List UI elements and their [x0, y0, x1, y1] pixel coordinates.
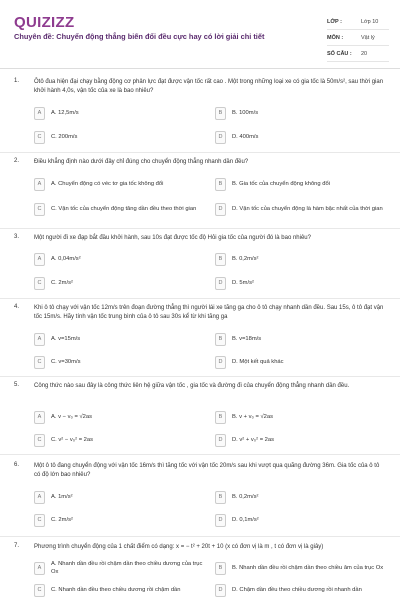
option-text: D. Chậm dần đều theo chiều dương rồi nhanh dần [232, 587, 362, 593]
option-d[interactable] [215, 579, 385, 600]
option-letter: B [215, 411, 226, 424]
option-d[interactable] [215, 272, 385, 294]
option-b[interactable] [215, 328, 385, 350]
meta-key: MÔN : [327, 34, 344, 41]
option-a[interactable] [34, 406, 204, 428]
option-letter: D [215, 514, 226, 527]
question-divider [0, 454, 400, 455]
option-text: C. Nhanh dần đều theo chiều dương rồi chậm dần [51, 587, 181, 593]
question-divider [0, 228, 400, 229]
option-letter: A [34, 562, 45, 575]
option-c[interactable] [34, 429, 204, 451]
option-d[interactable] [215, 509, 385, 531]
option-letter: C [34, 131, 45, 144]
worksheet-header [0, 0, 400, 70]
option-letter: A [34, 253, 45, 266]
option-a[interactable] [34, 557, 204, 579]
question-text: Một ô tô đang chuyển động với vận tốc 16m/s thì tăng tốc với vận tốc 20m/s sau khi vượt qua quãng đường 36m. Gia tốc của ô tô có độ lớn bao nhiêu? [34, 463, 380, 478]
meta-value: 20 [361, 50, 368, 57]
option-text: D. 0,1m/s² [232, 517, 259, 523]
option-d[interactable] [215, 429, 385, 451]
question-text: Khi ô tô chạy với vận tốc 12m/s trên đoạn đường thẳng thì người lái xe tăng ga cho ô tô chạy nhanh dần đều. Sau 15s, ô tô đạt vận tốc 15m/s. Hãy tính vận tốc trung bình của ô tô sau 30s kể từ khi tăng ga [34, 305, 384, 320]
option-b[interactable] [215, 102, 385, 124]
option-letter: A [34, 411, 45, 424]
meta-value: Lớp 10 [361, 18, 379, 25]
option-a[interactable] [34, 248, 204, 270]
option-letter: A [34, 491, 45, 504]
question-divider [0, 536, 400, 537]
option-text: B. 100m/s [232, 110, 259, 116]
option-b[interactable] [215, 557, 385, 579]
option-text: C. v=30m/s [51, 359, 81, 365]
question-text: Phương trình chuyển động của 1 chất điểm có dạng: x = − t² + 20t + 10 (x có đơn vị là m , t có đơn vị là giây) [34, 544, 324, 550]
option-letter: C [34, 514, 45, 527]
meta-key: SỐ CÂU : [327, 50, 352, 57]
option-letter: C [34, 434, 45, 447]
option-letter: A [34, 178, 45, 191]
question-text: Ôtô đua hiện đại chạy bằng động cơ phản lực đạt được vận tốc rất cao . Một trong những loại xe có gia tốc là 50m/s², sau thời gian khởi hành 4,0s, vận tốc của xe là bao nhiêu? [34, 79, 384, 94]
option-text: B. Gia tốc của chuyển động không đổi [232, 181, 330, 187]
option-letter: B [215, 107, 226, 120]
option-text: A. 0,04m/s² [51, 256, 81, 262]
header-divider [0, 68, 400, 69]
option-text: D. v² + v₀² = 2as [232, 437, 275, 443]
option-letter: D [215, 584, 226, 597]
question-text: Công thức nào sau đây là công thức liên hệ giữa vận tốc , gia tốc và đường đi của chuyển động thẳng nhanh dần đều. [34, 383, 350, 389]
option-text: B. Nhanh dần đều rồi chậm dần theo chiều âm của trục Ox [232, 565, 384, 571]
option-text: A. 1m/s² [51, 494, 73, 500]
option-text: A. v=15m/s [51, 336, 81, 342]
option-d[interactable] [215, 351, 385, 373]
option-letter: C [34, 277, 45, 290]
option-letter: B [215, 253, 226, 266]
meta-value: Vật lý [361, 34, 375, 41]
option-text: C. Vận tốc của chuyển động tăng dần đều theo thời gian [51, 206, 197, 212]
option-text: A. v − v₀ = √2as [51, 414, 93, 420]
option-c[interactable] [34, 198, 204, 220]
option-letter: D [215, 434, 226, 447]
option-letter: D [215, 203, 226, 216]
option-text: C. 2m/s² [51, 280, 73, 286]
option-c[interactable] [34, 272, 204, 294]
topic-title: Chuyên đề: Chuyển động thẳng biến đổi đều cực hay có lời giải chi tiết [14, 32, 265, 41]
meta-box [327, 14, 389, 62]
question-number: 1. [14, 78, 20, 84]
option-text: D. 5m/s² [232, 280, 254, 286]
option-text: C. 2m/s² [51, 517, 73, 523]
option-text: D. Vận tốc của chuyển động là hàm bậc nhất của thời gian [232, 206, 383, 212]
option-letter: A [34, 107, 45, 120]
meta-row-count [327, 46, 389, 62]
option-text: C. 200m/s [51, 134, 78, 140]
question-text: Một người đi xe đạp bắt đầu khởi hành, sau 10s đạt được tốc độ Hỏi gia tốc của người đó là bao nhiêu? [34, 235, 311, 241]
question-number: 2. [14, 158, 20, 164]
option-a[interactable] [34, 486, 204, 508]
option-letter: C [34, 356, 45, 369]
option-text: B. v=18m/s [232, 336, 262, 342]
option-text: D. Một kết quả khác [232, 359, 284, 365]
question-number: 5. [14, 382, 20, 388]
option-b[interactable] [215, 248, 385, 270]
option-letter: B [215, 178, 226, 191]
question-text: Điều khẳng định nào dưới đây chỉ đúng cho chuyển động thẳng nhanh dần đều? [34, 159, 249, 165]
meta-key: LỚP : [327, 18, 342, 25]
option-letter: C [34, 203, 45, 216]
option-letter: B [215, 333, 226, 346]
option-c[interactable] [34, 351, 204, 373]
option-text: A. Chuyển động có véc tơ gia tốc không đổi [51, 181, 164, 187]
question-divider [0, 298, 400, 299]
meta-row-class [327, 14, 389, 30]
meta-row-subject [327, 30, 389, 46]
option-c[interactable] [34, 579, 204, 600]
quizizz-logo: QUIZIZZ [14, 14, 75, 31]
option-b[interactable] [215, 173, 385, 195]
question-number: 3. [14, 234, 20, 240]
option-c[interactable] [34, 509, 204, 531]
option-d[interactable] [215, 126, 385, 148]
option-a[interactable] [34, 328, 204, 350]
option-letter: D [215, 356, 226, 369]
option-text: A. 12,5m/s [51, 110, 79, 116]
option-letter: C [34, 584, 45, 597]
question-number: 4. [14, 304, 20, 310]
option-text: C. v² − v₀² = 2as [51, 437, 94, 443]
option-b[interactable] [215, 486, 385, 508]
option-letter: B [215, 491, 226, 504]
question-divider [0, 152, 400, 153]
option-c[interactable] [34, 126, 204, 148]
option-a[interactable] [34, 173, 204, 195]
option-letter: A [34, 333, 45, 346]
option-b[interactable] [215, 406, 385, 428]
option-letter: D [215, 277, 226, 290]
option-letter: D [215, 131, 226, 144]
option-text: B. 0,2m/s² [232, 256, 259, 262]
option-a[interactable] [34, 102, 204, 124]
option-text: B. v + v₀ = √2as [232, 414, 274, 420]
option-text: A. Nhanh dần đều rồi chậm dần theo chiều dương của trục Ox [51, 561, 203, 575]
option-text: D. 400m/s [232, 134, 259, 140]
question-number: 6. [14, 462, 20, 468]
option-letter: B [215, 562, 226, 575]
question-divider [0, 376, 400, 377]
option-d[interactable] [215, 198, 385, 220]
option-text: B. 0,2m/s² [232, 494, 259, 500]
question-number: 7. [14, 543, 20, 549]
